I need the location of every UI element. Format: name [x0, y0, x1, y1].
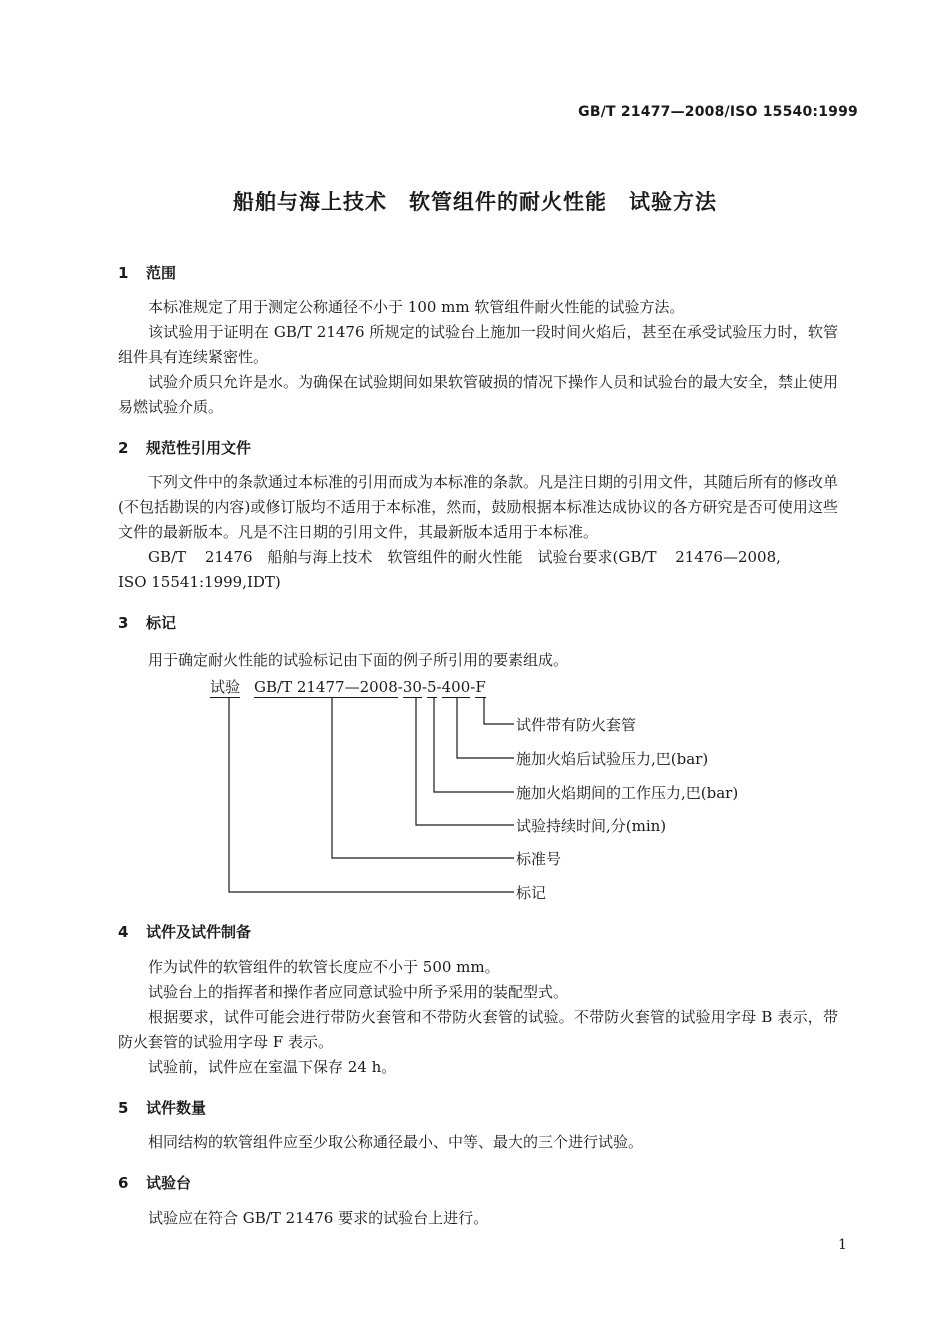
section-6-body: 试验应在符合 GB/T 21476 要求的试验台上进行。	[148, 1209, 489, 1227]
section-4-body	[118, 955, 838, 1080]
section-title: 试验台	[146, 1174, 192, 1192]
label-sleeve: 试件带有防火套管	[516, 716, 637, 734]
leader-line-sleeve	[484, 698, 514, 724]
leader-line-mark	[229, 698, 514, 892]
paragraph: 作为试件的软管组件的软管长度应不小于 500 mm。	[148, 958, 500, 976]
label-duration: 试验持续时间,分(min)	[516, 817, 667, 835]
section-5-body: 相同结构的软管组件应至少取公称通径最小、中等、最大的三个进行试验。	[148, 1133, 644, 1151]
mark-sep: -	[421, 678, 427, 696]
mark-sep: -	[397, 678, 403, 696]
label-test-pressure: 施加火焰后试验压力,巴(bar)	[516, 750, 709, 768]
label-mark: 标记	[516, 884, 547, 902]
marking-intro: 用于确定耐火性能的试验标记由下面的例子所引用的要素组成。	[148, 651, 569, 669]
section-title: 规范性引用文件	[146, 439, 252, 457]
normative-reference-cont: ISO 15541:1999,IDT)	[118, 573, 281, 591]
section-5-heading	[118, 1097, 206, 1118]
leader-line-standard	[332, 698, 514, 858]
section-number: 3	[118, 614, 129, 632]
mark-standard: GB/T 21477—2008	[254, 678, 398, 696]
mark-duration: 30	[402, 678, 422, 696]
mark-sleeve: F	[475, 678, 486, 696]
paragraph: 本标准规定了用于测定公称通径不小于 100 mm 软管组件耐火性能的试验方法。	[148, 298, 685, 316]
section-number: 5	[118, 1099, 129, 1117]
document-title: 船舶与海上技术 软管组件的耐火性能 试验方法	[233, 190, 717, 214]
section-number: 2	[118, 439, 129, 457]
mark-test-pressure: 400	[441, 678, 471, 696]
label-work-pressure: 施加火焰期间的工作压力,巴(bar)	[516, 784, 739, 802]
mark-prefix: 试验	[210, 678, 241, 696]
paragraph: 试验介质只允许是水。为确保在试验期间如果软管破损的情况下操作人员和试验台的最大安全，禁止使用易燃试验介质。	[118, 373, 839, 416]
section-6-heading	[118, 1172, 191, 1193]
section-number: 4	[118, 923, 129, 941]
page-number: 1	[838, 1237, 847, 1253]
paragraph: 该试验用于证明在 GB/T 21476 所规定的试验台上施加一段时间火焰后，甚至在承受试验压力时，软管组件具有连续紧密性。	[118, 323, 838, 366]
section-title: 范围	[146, 264, 177, 282]
paragraph: 下列文件中的条款通过本标准的引用而成为本标准的条款。凡是注日期的引用文件，其随后所有的修改单(不包括勘误的内容)或修订版均不适用于本标准，然而，鼓励根据本标准达成协议的各方研究是否可使用这些文件的最新版本。凡是不注日期的引用文件，其最新版本适用于本标准。	[118, 473, 839, 541]
section-title: 标记	[146, 614, 177, 632]
paragraph: 根据要求，试件可能会进行带防火套管和不带防火套管的试验。不带防火套管的试验用字母 B 表示，带防火套管的试验用字母 F 表示。	[118, 1008, 838, 1051]
section-title: 试件数量	[146, 1099, 207, 1117]
mark-sep: -	[470, 678, 476, 696]
leader-line-duration	[416, 698, 514, 825]
section-number: 6	[118, 1174, 129, 1192]
paragraph: 试验台上的指挥者和操作者应同意试验中所予采用的装配型式。	[148, 983, 569, 1001]
normative-reference: GB/T 21476 船舶与海上技术 软管组件的耐火性能 试验台要求(GB/T 21476—2008,	[148, 548, 781, 566]
leader-line-work-pressure	[434, 698, 514, 792]
mark-sep: -	[436, 678, 442, 696]
leader-line-test-pressure	[457, 698, 514, 758]
label-standard: 标准号	[516, 850, 562, 868]
section-4-heading	[118, 921, 251, 942]
section-number: 1	[118, 264, 129, 282]
section-title: 试件及试件制备	[146, 923, 252, 941]
paragraph: 试验前，试件应在室温下保存 24 h。	[148, 1058, 397, 1076]
mark-work-pressure: 5	[427, 678, 437, 696]
standard-code: GB/T 21477—2008/ISO 15540:1999	[578, 104, 858, 120]
